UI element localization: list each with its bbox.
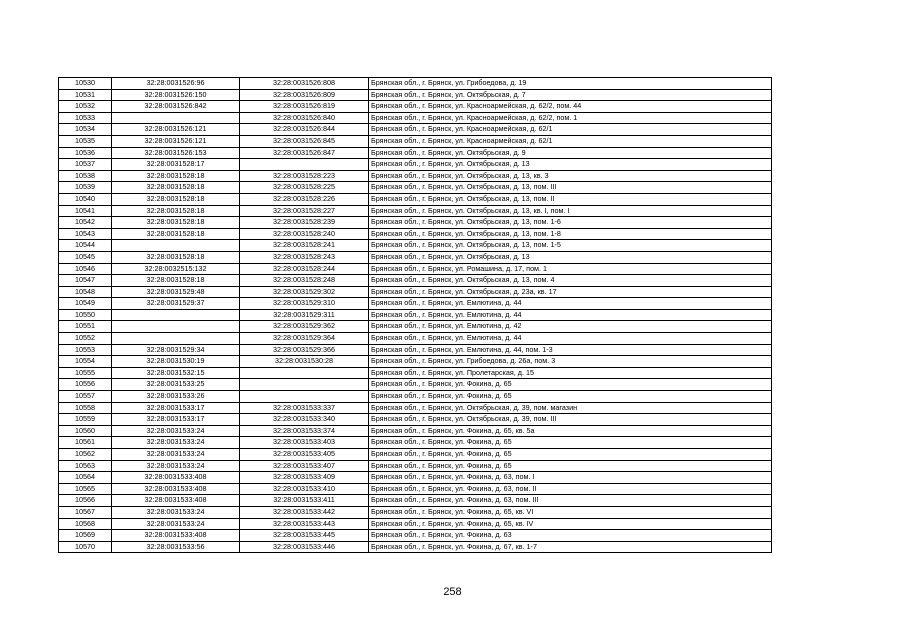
row-number-cell: 10552: [59, 333, 112, 345]
object-cadastral-number-cell: 32:28:0031526:819: [240, 101, 369, 113]
address-cell: Брянская обл., г. Брянск, ул. Фокина, д. 65, кв. IV: [369, 518, 772, 530]
row-number-cell: 10548: [59, 286, 112, 298]
address-cell: Брянская обл., г. Брянск, ул. Фокина, д. 65: [369, 379, 772, 391]
object-cadastral-number-cell: 32:28:0031533:445: [240, 530, 369, 542]
cadastral-table: [58, 77, 772, 553]
row-number-cell: 10553: [59, 344, 112, 356]
address-cell: Брянская обл., г. Брянск, ул. Октябрьская, д. 7: [369, 89, 772, 101]
parcel-cadastral-number-cell: 32:28:0031530:19: [112, 356, 240, 368]
address-cell: Брянская обл., г. Брянск, ул. Октябрьская, д. 13, пом. III: [369, 182, 772, 194]
address-cell: Брянская обл., г. Брянск, ул. Ромашина, д. 17, пом. 1: [369, 263, 772, 275]
address-cell: Брянская обл., г. Брянск, ул. Октябрьская, д. 13, пом. 4: [369, 275, 772, 287]
row-number-cell: 10543: [59, 228, 112, 240]
parcel-cadastral-number-cell: 32:28:0031533:408: [112, 495, 240, 507]
row-number-cell: 10565: [59, 483, 112, 495]
table-row: [59, 518, 772, 530]
table-row: [59, 367, 772, 379]
row-number-cell: 10550: [59, 309, 112, 321]
parcel-cadastral-number-cell: 32:28:0031528:18: [112, 170, 240, 182]
row-number-cell: 10533: [59, 112, 112, 124]
parcel-cadastral-number-cell: [112, 112, 240, 124]
table-row: [59, 240, 772, 252]
object-cadastral-number-cell: 32:28:0031528:223: [240, 170, 369, 182]
page-number: 258: [443, 586, 462, 598]
row-number-cell: 10547: [59, 275, 112, 287]
table-row: [59, 298, 772, 310]
row-number-cell: 10540: [59, 193, 112, 205]
table-row: [59, 506, 772, 518]
address-cell: Брянская обл., г. Брянск, ул. Октябрьская, д. 13, пом. 1-8: [369, 228, 772, 240]
table-row: [59, 495, 772, 507]
row-number-cell: 10538: [59, 170, 112, 182]
row-number-cell: 10541: [59, 205, 112, 217]
table-row: [59, 101, 772, 113]
address-cell: Брянская обл., г. Брянск, ул. Емлютина, д. 42: [369, 321, 772, 333]
object-cadastral-number-cell: 32:28:0031533:405: [240, 449, 369, 461]
address-cell: Брянская обл., г. Брянск, ул. Пролетарская, д. 15: [369, 367, 772, 379]
object-cadastral-number-cell: 32:28:0031533:337: [240, 402, 369, 414]
address-cell: Брянская обл., г. Брянск, ул. Фокина, д. 65: [369, 437, 772, 449]
table-row: [59, 78, 772, 90]
table-row: [59, 344, 772, 356]
parcel-cadastral-number-cell: 32:28:0031533:24: [112, 449, 240, 461]
address-cell: Брянская обл., г. Брянск, ул. Октябрьская, д. 13: [369, 251, 772, 263]
address-cell: Брянская обл., г. Брянск, ул. Октябрьская, д. 39, пом. III: [369, 414, 772, 426]
row-number-cell: 10569: [59, 530, 112, 542]
object-cadastral-number-cell: 32:28:0031528:240: [240, 228, 369, 240]
table-row: [59, 135, 772, 147]
table-row: [59, 193, 772, 205]
parcel-cadastral-number-cell: 32:28:0031532:15: [112, 367, 240, 379]
parcel-cadastral-number-cell: 32:28:0031529:48: [112, 286, 240, 298]
object-cadastral-number-cell: 32:28:0031533:442: [240, 506, 369, 518]
address-cell: Брянская обл., г. Брянск, ул. Фокина, д. 67, кв. 1-7: [369, 541, 772, 553]
parcel-cadastral-number-cell: 32:28:0031529:34: [112, 344, 240, 356]
row-number-cell: 10545: [59, 251, 112, 263]
object-cadastral-number-cell: 32:28:0031533:409: [240, 472, 369, 484]
row-number-cell: 10560: [59, 425, 112, 437]
table-row: [59, 356, 772, 368]
address-cell: Брянская обл., г. Брянск, ул. Красноармейская, д. 62/1: [369, 135, 772, 147]
address-cell: Брянская обл., г. Брянск, ул. Красноармейская, д. 62/2, пом. 1: [369, 112, 772, 124]
row-number-cell: 10534: [59, 124, 112, 136]
object-cadastral-number-cell: 32:28:0031529:364: [240, 333, 369, 345]
object-cadastral-number-cell: 32:28:0031528:239: [240, 217, 369, 229]
cadastral-table-body: [59, 78, 772, 553]
parcel-cadastral-number-cell: 32:28:0031533:17: [112, 402, 240, 414]
parcel-cadastral-number-cell: 32:28:0031533:56: [112, 541, 240, 553]
table-row: [59, 414, 772, 426]
address-cell: Брянская обл., г. Брянск, ул. Емлютина, д. 44, пом. 1-3: [369, 344, 772, 356]
parcel-cadastral-number-cell: 32:28:0031526:842: [112, 101, 240, 113]
table-row: [59, 391, 772, 403]
object-cadastral-number-cell: 32:28:0031526:840: [240, 112, 369, 124]
object-cadastral-number-cell: 32:28:0031526:847: [240, 147, 369, 159]
address-cell: Брянская обл., г. Брянск, ул. Фокина, д. 65, кв. VI: [369, 506, 772, 518]
parcel-cadastral-number-cell: 32:28:0031533:408: [112, 530, 240, 542]
row-number-cell: 10536: [59, 147, 112, 159]
table-row: [59, 449, 772, 461]
table-row: [59, 541, 772, 553]
object-cadastral-number-cell: 32:28:0031530:28: [240, 356, 369, 368]
address-cell: Брянская обл., г. Брянск, ул. Емлютина, д. 44: [369, 298, 772, 310]
row-number-cell: 10558: [59, 402, 112, 414]
row-number-cell: 10542: [59, 217, 112, 229]
address-cell: Брянская обл., г. Брянск, ул. Октябрьская, д. 13: [369, 159, 772, 171]
address-cell: Брянская обл., г. Брянск, ул. Красноармейская, д. 62/1: [369, 124, 772, 136]
parcel-cadastral-number-cell: 32:28:0031533:24: [112, 506, 240, 518]
table-row: [59, 112, 772, 124]
object-cadastral-number-cell: 32:28:0031533:340: [240, 414, 369, 426]
table-row: [59, 170, 772, 182]
parcel-cadastral-number-cell: 32:28:0031528:18: [112, 251, 240, 263]
address-cell: Брянская обл., г. Брянск, ул. Октябрьская, д. 13, пом. 1-6: [369, 217, 772, 229]
object-cadastral-number-cell: 32:28:0031533:374: [240, 425, 369, 437]
parcel-cadastral-number-cell: [112, 333, 240, 345]
parcel-cadastral-number-cell: 32:28:0031529:37: [112, 298, 240, 310]
parcel-cadastral-number-cell: 32:28:0031526:121: [112, 135, 240, 147]
row-number-cell: 10544: [59, 240, 112, 252]
table-row: [59, 205, 772, 217]
table-row: [59, 425, 772, 437]
row-number-cell: 10546: [59, 263, 112, 275]
parcel-cadastral-number-cell: 32:28:0031528:18: [112, 193, 240, 205]
object-cadastral-number-cell: [240, 159, 369, 171]
parcel-cadastral-number-cell: 32:28:0031526:121: [112, 124, 240, 136]
object-cadastral-number-cell: 32:28:0031533:446: [240, 541, 369, 553]
address-cell: Брянская обл., г. Брянск, ул. Грибоедова, д. 26а, пом. 3: [369, 356, 772, 368]
table-row: [59, 333, 772, 345]
row-number-cell: 10531: [59, 89, 112, 101]
table-row: [59, 309, 772, 321]
address-cell: Брянская обл., г. Брянск, ул. Красноармейская, д. 62/2, пом. 44: [369, 101, 772, 113]
address-cell: Брянская обл., г. Брянск, ул. Октябрьская, д. 39, пом. магазин: [369, 402, 772, 414]
parcel-cadastral-number-cell: 32:28:0031533:26: [112, 391, 240, 403]
object-cadastral-number-cell: 32:28:0031529:366: [240, 344, 369, 356]
row-number-cell: 10532: [59, 101, 112, 113]
address-cell: Брянская обл., г. Брянск, ул. Фокина, д. 63, пом. II: [369, 483, 772, 495]
parcel-cadastral-number-cell: 32:28:0031533:17: [112, 414, 240, 426]
table-row: [59, 402, 772, 414]
row-number-cell: 10557: [59, 391, 112, 403]
row-number-cell: 10562: [59, 449, 112, 461]
row-number-cell: 10564: [59, 472, 112, 484]
object-cadastral-number-cell: 32:28:0031528:241: [240, 240, 369, 252]
row-number-cell: 10556: [59, 379, 112, 391]
object-cadastral-number-cell: 32:28:0031528:227: [240, 205, 369, 217]
parcel-cadastral-number-cell: 32:28:0031528:18: [112, 275, 240, 287]
object-cadastral-number-cell: 32:28:0031528:225: [240, 182, 369, 194]
table-row: [59, 263, 772, 275]
table-row: [59, 182, 772, 194]
object-cadastral-number-cell: 32:28:0031529:310: [240, 298, 369, 310]
address-cell: Брянская обл., г. Брянск, ул. Октябрьская, д. 13, пом. II: [369, 193, 772, 205]
parcel-cadastral-number-cell: 32:28:0031528:18: [112, 205, 240, 217]
object-cadastral-number-cell: 32:28:0031533:407: [240, 460, 369, 472]
address-cell: Брянская обл., г. Брянск, ул. Фокина, д. 63, пом. I: [369, 472, 772, 484]
table-row: [59, 483, 772, 495]
object-cadastral-number-cell: 32:28:0031533:403: [240, 437, 369, 449]
table-row: [59, 472, 772, 484]
parcel-cadastral-number-cell: 32:28:0031533:24: [112, 437, 240, 449]
parcel-cadastral-number-cell: [112, 309, 240, 321]
table-row: [59, 379, 772, 391]
row-number-cell: 10563: [59, 460, 112, 472]
object-cadastral-number-cell: 32:28:0031526:844: [240, 124, 369, 136]
address-cell: Брянская обл., г. Брянск, ул. Фокина, д. 65: [369, 391, 772, 403]
parcel-cadastral-number-cell: [112, 240, 240, 252]
parcel-cadastral-number-cell: 32:28:0031528:18: [112, 217, 240, 229]
address-cell: Брянская обл., г. Брянск, ул. Фокина, д. 63: [369, 530, 772, 542]
parcel-cadastral-number-cell: 32:28:0031528:17: [112, 159, 240, 171]
table-row: [59, 147, 772, 159]
parcel-cadastral-number-cell: 32:28:0031533:408: [112, 483, 240, 495]
address-cell: Брянская обл., г. Брянск, ул. Фокина, д. 65: [369, 460, 772, 472]
address-cell: Брянская обл., г. Брянск, ул. Фокина, д. 65, кв. 5а: [369, 425, 772, 437]
object-cadastral-number-cell: 32:28:0031533:411: [240, 495, 369, 507]
parcel-cadastral-number-cell: 32:28:0031526:150: [112, 89, 240, 101]
parcel-cadastral-number-cell: 32:28:0031528:18: [112, 182, 240, 194]
object-cadastral-number-cell: [240, 367, 369, 379]
row-number-cell: 10567: [59, 506, 112, 518]
address-cell: Брянская обл., г. Брянск, ул. Емлютина, д. 44: [369, 333, 772, 345]
object-cadastral-number-cell: 32:28:0031526:808: [240, 78, 369, 90]
parcel-cadastral-number-cell: 32:28:0031533:24: [112, 425, 240, 437]
object-cadastral-number-cell: 32:28:0031528:226: [240, 193, 369, 205]
table-row: [59, 217, 772, 229]
object-cadastral-number-cell: 32:28:0031528:248: [240, 275, 369, 287]
row-number-cell: 10549: [59, 298, 112, 310]
object-cadastral-number-cell: [240, 379, 369, 391]
row-number-cell: 10551: [59, 321, 112, 333]
row-number-cell: 10535: [59, 135, 112, 147]
table-row: [59, 159, 772, 171]
table-row: [59, 251, 772, 263]
parcel-cadastral-number-cell: 32:28:0031528:18: [112, 228, 240, 240]
parcel-cadastral-number-cell: 32:28:0031533:25: [112, 379, 240, 391]
parcel-cadastral-number-cell: 32:28:0032515:132: [112, 263, 240, 275]
row-number-cell: 10561: [59, 437, 112, 449]
object-cadastral-number-cell: [240, 391, 369, 403]
table-row: [59, 437, 772, 449]
row-number-cell: 10570: [59, 541, 112, 553]
parcel-cadastral-number-cell: 32:28:0031533:24: [112, 460, 240, 472]
object-cadastral-number-cell: 32:28:0031529:302: [240, 286, 369, 298]
address-cell: Брянская обл., г. Брянск, ул. Октябрьская, д. 13, кв. I, пом. I: [369, 205, 772, 217]
address-cell: Брянская обл., г. Брянск, ул. Фокина, д. 65: [369, 449, 772, 461]
address-cell: Брянская обл., г. Брянск, ул. Грибоедова, д. 19: [369, 78, 772, 90]
address-cell: Брянская обл., г. Брянск, ул. Октябрьская, д. 13, кв. 3: [369, 170, 772, 182]
parcel-cadastral-number-cell: 32:28:0031533:24: [112, 518, 240, 530]
parcel-cadastral-number-cell: [112, 321, 240, 333]
row-number-cell: 10554: [59, 356, 112, 368]
object-cadastral-number-cell: 32:28:0031528:244: [240, 263, 369, 275]
parcel-cadastral-number-cell: 32:28:0031526:153: [112, 147, 240, 159]
object-cadastral-number-cell: 32:28:0031526:809: [240, 89, 369, 101]
address-cell: Брянская обл., г. Брянск, ул. Октябрьская, д. 13, пом. 1-5: [369, 240, 772, 252]
address-cell: Брянская обл., г. Брянск, ул. Фокина, д. 63, пом. III: [369, 495, 772, 507]
object-cadastral-number-cell: 32:28:0031529:362: [240, 321, 369, 333]
table-row: [59, 228, 772, 240]
object-cadastral-number-cell: 32:28:0031529:311: [240, 309, 369, 321]
parcel-cadastral-number-cell: 32:28:0031526:96: [112, 78, 240, 90]
row-number-cell: 10537: [59, 159, 112, 171]
address-cell: Брянская обл., г. Брянск, ул. Емлютина, д. 44: [369, 309, 772, 321]
object-cadastral-number-cell: 32:28:0031533:410: [240, 483, 369, 495]
table-row: [59, 460, 772, 472]
table-row: [59, 286, 772, 298]
table-row: [59, 321, 772, 333]
parcel-cadastral-number-cell: 32:28:0031533:408: [112, 472, 240, 484]
table-row: [59, 275, 772, 287]
address-cell: Брянская обл., г. Брянск, ул. Октябрьская, д. 23а, кв. 17: [369, 286, 772, 298]
object-cadastral-number-cell: 32:28:0031526:845: [240, 135, 369, 147]
row-number-cell: 10539: [59, 182, 112, 194]
object-cadastral-number-cell: 32:28:0031533:443: [240, 518, 369, 530]
row-number-cell: 10566: [59, 495, 112, 507]
row-number-cell: 10555: [59, 367, 112, 379]
table-row: [59, 124, 772, 136]
table-row: [59, 530, 772, 542]
row-number-cell: 10568: [59, 518, 112, 530]
table-row: [59, 89, 772, 101]
row-number-cell: 10530: [59, 78, 112, 90]
address-cell: Брянская обл., г. Брянск, ул. Октябрьская, д. 9: [369, 147, 772, 159]
object-cadastral-number-cell: 32:28:0031528:243: [240, 251, 369, 263]
row-number-cell: 10559: [59, 414, 112, 426]
